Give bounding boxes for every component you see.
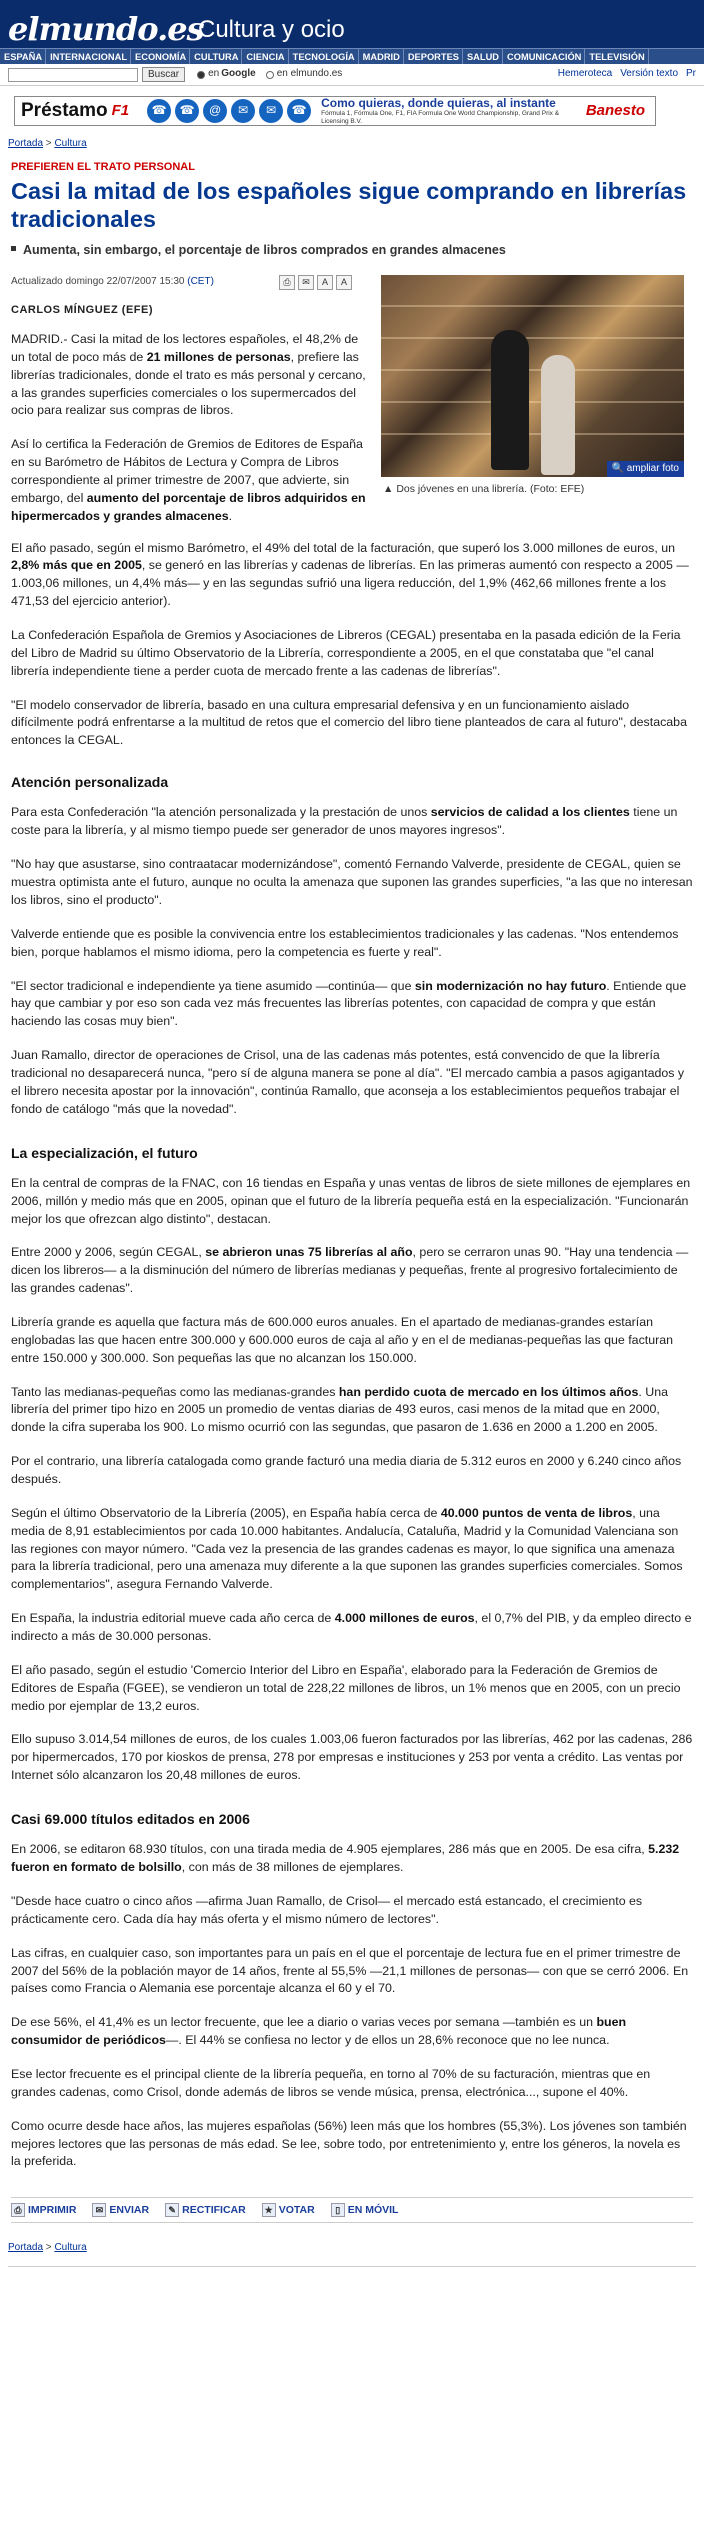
nav-item-economia[interactable]: ECONOMÍA (131, 49, 190, 64)
footer-breadcrumb-home[interactable]: Portada (8, 2242, 44, 2254)
banner-legal: Fórmula 1, Fórmula One, F1, FIA Formula One World Championship, Grand Prix & Licensing B.V. (321, 110, 560, 125)
letter-icon: ✉ (259, 99, 283, 123)
p20-end: , con más de 38 millones de ejemplares. (181, 1860, 404, 1875)
paragraph-12 (0, 1244, 704, 1298)
p20-text: En 2006, se editaron 68.930 títulos, con una tirada media de 4.905 ejemplares, 286 más que en 2005. De esa cifra, (11, 1842, 649, 1857)
p12-bold: se abrieron unas 75 librerías al año (205, 1245, 413, 1260)
paragraph-4: La Confederación Española de Gremios y Asociaciones de Libreros (CEGAL) presentaba en la pasada edición de la Feria del Libro de Madrid su último Observatorio de la Librería, correspondiente a 2005, en el que constataba que "el canal librería independiente tiene a perder cuota de mercado frente a las cadenas de librerías". (11, 628, 681, 678)
paragraph-10: Juan Ramallo, director de operaciones de Crisol, una de las cadenas más potentes, está convencido de que la librería tradicional no desaparecerá nunca, "pero sí de alguna manera se pone al día". "El mercado cambia a pasos agigantados y el librero necesita apostar por la innovación", continúa Ramallo, que aconseja a los establecimientos pequeños trabajar el fondo de catálogo "más que la novedad". (11, 1048, 685, 1116)
print-label: IMPRIMIR (28, 2203, 77, 2216)
send-label: ENVIAR (109, 2203, 150, 2216)
print-icon[interactable]: ⎙ (279, 275, 295, 290)
nav-item-comunicacion[interactable]: COMUNICACIÓN (503, 49, 585, 64)
paragraph-24: Ese lector frecuente es el principal cliente de la librería pequeña, en torno al 70% de su facturación, mientras que en grandes cadenas, como Crisol, donde además de libros se vende música, prensa, electrónica..., supone el 40%. (11, 2067, 651, 2099)
nav-item-cultura[interactable]: CULTURA (190, 49, 242, 64)
breadcrumb-section[interactable]: Cultura (54, 138, 87, 149)
nav-item-internacional[interactable]: INTERNACIONAL (46, 49, 131, 64)
vote-label: VOTAR (278, 2203, 315, 2216)
article-kicker: PREFIEREN EL TRATO PERSONAL (11, 160, 195, 173)
send-button[interactable] (92, 2203, 149, 2218)
enlarge-photo-label: ampliar foto (626, 462, 679, 474)
section-title[interactable]: Cultura y ocio (198, 16, 345, 43)
updated-date: Actualizado domingo 22/07/2007 15:30 (11, 276, 185, 288)
photo-caption: ▲ Dos jóvenes en una librería. (Foto: EFE) (383, 483, 585, 496)
footer-breadcrumb (0, 2241, 704, 2256)
nav-item-salud[interactable]: SALUD (463, 49, 503, 64)
p1-text: MADRID.- Casi la mitad de los lectores españoles, el 48,2% de un total de poco más de (11, 332, 359, 364)
p20-bold: 5.232 fueron en formato de bolsillo (11, 1842, 680, 1875)
radio-google[interactable] (197, 71, 205, 79)
paragraph-19: Ello supuso 3.014,54 millones de euros, de los cuales 1.003,06 fueron facturados por las librerías, 462 por las cadenas, 286 por hipermercados, 170 por kioskos de prensa, 278 por empresas e instituciones y 253 por venta a crédito. Las ventas por Internet sólo alcanzaron los 20,48 millones de euros. (11, 1732, 693, 1783)
breadcrumb (0, 137, 704, 152)
section-heading-3: Casi 69.000 títulos editados en 2006 (11, 1811, 250, 1828)
correct-button[interactable] (165, 2203, 246, 2218)
article-tools (11, 2197, 693, 2223)
banner-f1-logo: F1 (111, 102, 130, 120)
banner-icons (147, 99, 311, 123)
print-button[interactable] (11, 2203, 76, 2218)
p23-text: De ese 56%, el 41,4% es un lector frecuente, que lee a diario o varias veces por semana —también es un (11, 2015, 597, 2030)
p14-text: Tanto las medianas-pequeñas como las medianas-grandes (11, 1384, 339, 1399)
radio-google-label: en (208, 68, 220, 80)
paragraph-17 (0, 1610, 704, 1646)
paragraph-7: "No hay que asustarse, sino contraatacar modernizándose", comentó Fernando Valverde, presidente de CEGAL, quien se muestra optimista ante el futuro, aunque no oculta la amenaza que suponen las grandes superficies, "a las que no interesan los libros, sino el producto". (11, 857, 693, 907)
enlarge-photo-link[interactable]: 🔍 ampliar foto (607, 461, 684, 478)
search-bar (0, 64, 704, 86)
paragraph-1 (0, 331, 369, 420)
paragraph-25: Como ocurre desde hace años, las mujeres españolas (56%) leen más que los hombres (55,3%). Los jóvenes son también mejores lectores que las personas de más edad. Se lee, sobre todo, por entretenimiento y, entre los géneros, la novela es la preferida. (11, 2118, 687, 2169)
article-photo (381, 275, 684, 497)
hemeroteca-link[interactable]: Hemeroteca (557, 68, 613, 80)
phone-icon: ☎ (147, 99, 171, 123)
text-version-link[interactable]: Versión texto (620, 68, 678, 80)
paragraph-6 (0, 804, 704, 840)
google-logo: Google (221, 68, 256, 80)
banner-slogan: Como quieras, donde quieras, al instante (321, 96, 556, 111)
breadcrumb-home[interactable]: Portada (8, 138, 44, 149)
article-author: CARLOS MÍNGUEZ (EFE) (11, 304, 153, 317)
content-tools (279, 275, 352, 290)
p16-end: , una media de 8,91 establecimientos por cada 10.000 habitantes. Andalucía, Cataluña, Madrid y la Comunidad Valenciana son las regiones con mayor número. "Cada vez la presencia de las grandes cadenas es mayor, lo que significa una amenaza para la librería tradicional, pero una amenaza muy diferente a la que suponen las grandes superficies comerciales. Somos complementarios", asegura Fernando Valverde. (11, 1505, 683, 1592)
vote-button[interactable] (262, 2203, 315, 2218)
site-logo[interactable]: elmundo.es (8, 10, 204, 48)
p16-bold: 40.000 puntos de venta de libros (440, 1505, 633, 1520)
p2-text: Así lo certifica la Federación de Gremios de Editores de España en su Barómetro de Hábitos de Lectura y Compra de Libros correspondiente al primer trimestre de 2007, que advierte, sin embargo, del (11, 437, 363, 505)
p9-text: "El sector tradicional e independiente ya tiene asumido —continúa— que (11, 978, 415, 993)
radio-site-label: en elmundo.es (276, 68, 343, 80)
nav-item-television[interactable]: TELEVISIÓN (585, 49, 648, 64)
p6-bold: servicios de calidad a los clientes (430, 805, 630, 820)
paragraph-13: Librería grande es aquella que factura más de 600.000 euros anuales. En el apartado de medianas-grandes estarían englobadas las que hacen entre 300.000 y 600.000 euros de caja al año y en el de medianas-pequeñas las que facturan entre 150.000 y 300.000. Son pequeñas las que no alcanzan los 150.000. (11, 1314, 674, 1365)
envelope-icon: ✉ (92, 2203, 106, 2217)
search-input[interactable] (8, 68, 138, 82)
mobile-phone-icon: ▯ (331, 2203, 345, 2217)
nav-item-espana[interactable]: ESPAÑA (0, 49, 46, 64)
p3-text: El año pasado, según el mismo Barómetro, el 49% del total de la facturación, que superó los 3.000 millones de euros, un (11, 540, 675, 555)
more-link[interactable]: Pr (686, 68, 696, 80)
font-decrease-icon[interactable]: A (317, 275, 333, 290)
nav-item-ciencia[interactable]: CIENCIA (242, 49, 288, 64)
nav-item-madrid[interactable]: MADRID (359, 49, 404, 64)
banner-title: Préstamo (21, 100, 108, 122)
masthead (0, 0, 704, 48)
paragraph-18: El año pasado, según el estudio 'Comercio Interior del Libro en España', elaborado para la Federación de Gremios de Editores de España (FGEE), se vendieron un total de 228,22 millones de libros, un 1% menos que en 2005, con un precio medio por ejemplar de 13,2 euros. (11, 1662, 681, 1713)
paragraph-16 (0, 1505, 704, 1594)
photo-caption-text: Dos jóvenes en una librería. (Foto: EFE) (396, 483, 585, 496)
p1-bold: 21 millones de personas (146, 349, 291, 364)
star-icon: ★ (262, 2203, 276, 2217)
mobile-button[interactable] (331, 2203, 399, 2218)
paragraph-8: Valverde entiende que es posible la convivencia entre los establecimientos tradicionales y las cadenas. "Nos entendemos bien, porque hablamos el mismo idioma, pero la competencia es fuerte y real". (11, 926, 679, 959)
p12-end: , pero se cerraron unas 90. "Hay una tendencia —dicen los libreros— a la disminución del número de librerías medianas y pequeñas, frente al progresivo fortalecimiento de las grandes cadenas". (11, 1245, 689, 1296)
paragraph-9 (0, 978, 704, 1032)
footer-divider (8, 2266, 696, 2267)
article-subtitle: Aumenta, sin embargo, el porcentaje de libros comprados en grandes almacenes (11, 241, 693, 259)
p14-end: . Una librería del primer tipo hizo en 2005 un promedio de ventas diarias de 493 euros, casi menos de la mitad que en 2000, donde la cifra superaba los 900. Lo mismo ocurrió con las segundas, que pasaron de 1.636 en 2000 a 1.200 en 2005. (11, 1384, 668, 1435)
printer-icon: ⎙ (11, 2203, 25, 2217)
p3-end: , se generó en las librerías y cadenas de librerías. En las primeras aumentó con respecto a 2005 —1.003,06 millones, un 4,4% más— y en las segundas sufrió una ligera reducción, del 1,9% (462,66 millones frente a los 471,53 del ejercicio anterior). (11, 558, 689, 609)
nav-item-tecnologia[interactable]: TECNOLOGÍA (289, 49, 359, 64)
call-icon: ☎ (287, 99, 311, 123)
search-button[interactable]: Buscar (142, 67, 185, 82)
p9-end: . Entiende que hay que cambiar y por eso son cada vez más frecuentes las librerías potentes, con capacidad de compra y que están haciendo las cosas muy bien". (11, 978, 687, 1029)
section-heading-1: Atención personalizada (11, 774, 169, 791)
p1-end: , prefiere las librerías tradicionales, donde el trato es más personal y cercano, a las grandes superficies comerciales o los supermercados del ocio para realizar sus compras de libros. (11, 349, 366, 418)
email-icon: @ (203, 99, 227, 123)
p3-bold: 2,8% más que en 2005 (11, 558, 142, 573)
p2-end: . (228, 508, 233, 523)
p17-text: En España, la industria editorial mueve cada año cerca de (11, 1611, 335, 1626)
section-heading-2: La especialización, el futuro (11, 1144, 198, 1161)
paragraph-21: "Desde hace cuatro o cinco años —afirma Juan Ramallo, de Crisol— el mercado está estancado, el crecimiento es prácticamente cero. Cada día hay más oferta y el mismo número de lectores". (11, 1894, 643, 1926)
p9-bold: sin modernización no hay futuro (414, 978, 607, 993)
p23-end: —. El 44% se confiesa no lector y de ellos un 28,6% reconoce que no lee nunca. (165, 2033, 610, 2048)
paragraph-11: En la central de compras de la FNAC, con 16 tiendas en España y unas ventas de libros de siete millones de ejemplares en 2006, millón y medio más que en 2005, opinan que el futuro de la librería pequeña está en la especialización. "Funcionarán mejor los que ofrezcan algo distinto", destacan. (11, 1175, 691, 1226)
paragraph-14 (0, 1384, 704, 1438)
footer-breadcrumb-separator: > (43, 2242, 55, 2254)
p17-end: , el 0,7% del PIB, y da empleo directo e indirecto a más de 30.000 personas. (11, 1611, 692, 1643)
p14-bold: han perdido cuota de mercado en los últimos años (338, 1384, 639, 1399)
banner-bank-logo: Banesto (585, 102, 645, 120)
font-increase-icon[interactable]: A (336, 275, 352, 290)
paragraph-22: Las cifras, en cualquier caso, son importantes para un país en el que el porcentaje de lectura fue en el primer trimestre de 2007 del 56% de la población mayor de 14 años, frente al 55,5% —21,1 millones de personas— con que se cerró 2006. En países como Francia o Alemania ese porcentaje alcanza el 60 y el 70. (11, 1945, 689, 1996)
footer-breadcrumb-section[interactable]: Cultura (54, 2242, 87, 2254)
mobile-label: EN MÓVIL (347, 2203, 399, 2216)
p23-bold: buen consumidor de periódicos (11, 2015, 627, 2048)
nav-item-deportes[interactable]: DEPORTES (404, 49, 463, 64)
p2-bold: aumento del porcentaje de libros adquiridos en hipermercados y grandes almacenes (11, 490, 366, 523)
p6-end: tiene un coste para la librería, y al mismo tiempo puede ser generador de unos mayores ingresos". (11, 805, 678, 838)
mail-icon: ✉ (231, 99, 255, 123)
photo-image[interactable] (381, 275, 684, 477)
p6-text: Para esta Confederación "la atención personalizada y la prestación de unos (11, 805, 431, 820)
p12-text: Entre 2000 y 2006, según CEGAL, (11, 1245, 206, 1260)
mobile-icon: ☎ (175, 99, 199, 123)
paragraph-23 (0, 2014, 704, 2050)
paragraph-3 (0, 540, 704, 611)
timezone-link[interactable]: (CET) (187, 276, 214, 288)
paragraph-20 (0, 1841, 704, 1877)
article-headline: Casi la mitad de los españoles sigue comprando en librerías tradicionales (11, 178, 687, 232)
article-top (0, 275, 704, 526)
breadcrumb-separator: > (43, 138, 55, 149)
pencil-icon: ✎ (165, 2203, 179, 2217)
paragraph-2 (0, 436, 369, 525)
send-icon[interactable]: ✉ (298, 275, 314, 290)
paragraph-5: "El modelo conservador de librería, basado en una cultura empresarial defensiva y en un funcionamiento aislado difícilmente podrá enfrentarse a la multitud de retos que el comercio del libro tiene planteados de cara al futuro", destacaba entonces la CEGAL. (11, 697, 687, 748)
correct-label: RECTIFICAR (182, 2203, 246, 2216)
p17-bold: 4.000 millones de euros (334, 1611, 475, 1626)
p16-text: Según el último Observatorio de la Librería (2005), en España había cerca de (11, 1505, 441, 1520)
paragraph-15: Por el contrario, una librería catalogada como grande facturó una media diaria de 5.312 euros en 2000 y 6.240 cinco años después. (11, 1454, 682, 1486)
ad-banner[interactable] (14, 96, 656, 126)
radio-site[interactable] (266, 71, 274, 79)
